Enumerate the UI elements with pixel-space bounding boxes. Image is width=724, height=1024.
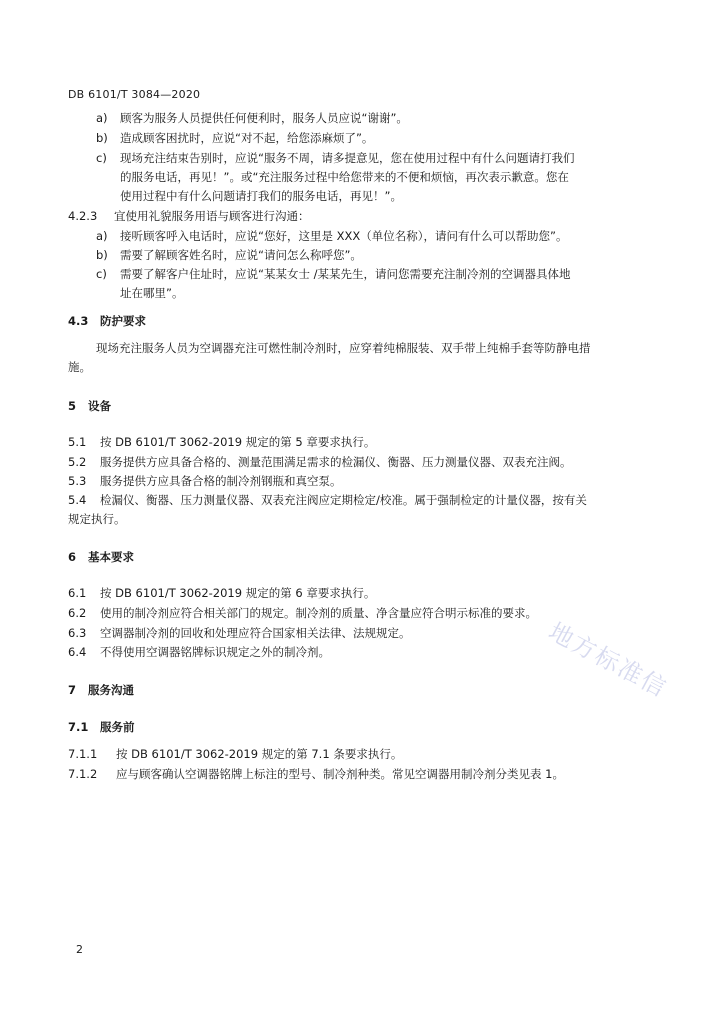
section-number: 4.3 — [68, 314, 89, 328]
section-title: 防护要求 — [100, 314, 146, 328]
clause-number: 5.1 — [68, 435, 87, 449]
clause-number: 5.4 — [68, 493, 87, 507]
clause-text: 按 DB 6101/T 3062-2019 规定的第 6 章要求执行。 — [100, 586, 376, 600]
clause-number: 6.4 — [68, 645, 87, 659]
list-item-text: 的服务电话，再见！”。或“充注服务过程中给您带来的不便和烦恼，再次表示歉意。您在 — [120, 170, 569, 184]
section-number: 5 — [68, 399, 77, 413]
clause-text: 空调器制冷剂的回收和处理应符合国家相关法律、法规规定。 — [100, 626, 411, 640]
clause-number: 4.2.3 — [68, 209, 98, 223]
list-item-text: 需要了解客户住址时，应说“某某女士 /某某先生，请问您需要充注制冷剂的空调器具体地 — [120, 267, 571, 281]
clause-text: 应与顾客确认空调器铭牌上标注的型号、制冷剂种类。常见空调器用制冷剂分类见表 1。 — [116, 767, 564, 781]
list-marker: b) — [96, 131, 108, 145]
clause-number: 6.1 — [68, 586, 87, 600]
section-title: 服务沟通 — [88, 683, 134, 697]
list-item-text: 现场充注结束告别时，应说“服务不周，请多提意见，您在使用过程中有什么问题请打我们 — [120, 151, 575, 165]
clause-text: 服务提供方应具备合格的制冷剂钢瓶和真空泵。 — [100, 474, 342, 488]
list-item-text: 使用过程中有什么问题请打我们的服务电话，再见！”。 — [120, 189, 402, 203]
clause-text: 使用的制冷剂应符合相关部门的规定。制冷剂的质量、净含量应符合明示标准的要求。 — [100, 606, 537, 620]
list-marker: c) — [96, 267, 107, 281]
clause-number: 5.2 — [68, 455, 87, 469]
document-header: DB 6101/T 3084—2020 — [68, 88, 201, 101]
list-item-text: 接听顾客呼入电话时，应说“您好，这里是 XXX（单位名称），请问有什么可以帮助您”。 — [120, 229, 568, 243]
watermark: 地方标准信 — [544, 617, 672, 704]
clause-text: 服务提供方应具备合格的、测量范围满足需求的检漏仪、衡器、压力测量仪器、双表充注阀。 — [100, 455, 572, 469]
page-number: 2 — [76, 943, 83, 956]
list-marker: a) — [96, 229, 108, 243]
clause-text: 按 DB 6101/T 3062-2019 规定的第 7.1 条要求执行。 — [116, 747, 403, 761]
clause-text: 宜使用礼貌服务用语与顾客进行沟通： — [114, 209, 310, 223]
paragraph-text: 施。 — [68, 360, 91, 374]
section-number: 6 — [68, 550, 77, 564]
clause-number: 6.3 — [68, 626, 87, 640]
clause-text: 规定执行。 — [68, 512, 126, 526]
clause-text: 按 DB 6101/T 3062-2019 规定的第 5 章要求执行。 — [100, 435, 376, 449]
list-marker: a) — [96, 111, 108, 125]
list-item-text: 造成顾客困扰时，应说“对不起，给您添麻烦了”。 — [120, 131, 374, 145]
clause-number: 7.1.2 — [68, 767, 98, 781]
list-item-text: 址在哪里”。 — [120, 286, 184, 300]
clause-number: 6.2 — [68, 606, 87, 620]
list-item-text: 顾客为服务人员提供任何便利时，服务人员应说“谢谢”。 — [120, 111, 408, 125]
list-marker: c) — [96, 151, 107, 165]
section-title: 设备 — [88, 399, 111, 413]
section-number: 7 — [68, 683, 77, 697]
section-title: 基本要求 — [88, 550, 134, 564]
clause-text: 检漏仪、衡器、压力测量仪器、双表充注阀应定期检定/校准。属于强制检定的计量仪器，按有关 — [100, 493, 587, 507]
clause-number: 5.3 — [68, 474, 87, 488]
section-number: 7.1 — [68, 720, 89, 734]
paragraph-text: 现场充注服务人员为空调器充注可燃性制冷剂时，应穿着纯棉服装、双手带上纯棉手套等防静电措 — [96, 341, 591, 355]
list-item-text: 需要了解顾客姓名时，应说“请问怎么称呼您”。 — [120, 248, 362, 262]
clause-text: 不得使用空调器铭牌标识规定之外的制冷剂。 — [100, 645, 330, 659]
section-title: 服务前 — [100, 720, 135, 734]
list-marker: b) — [96, 248, 108, 262]
clause-number: 7.1.1 — [68, 747, 98, 761]
